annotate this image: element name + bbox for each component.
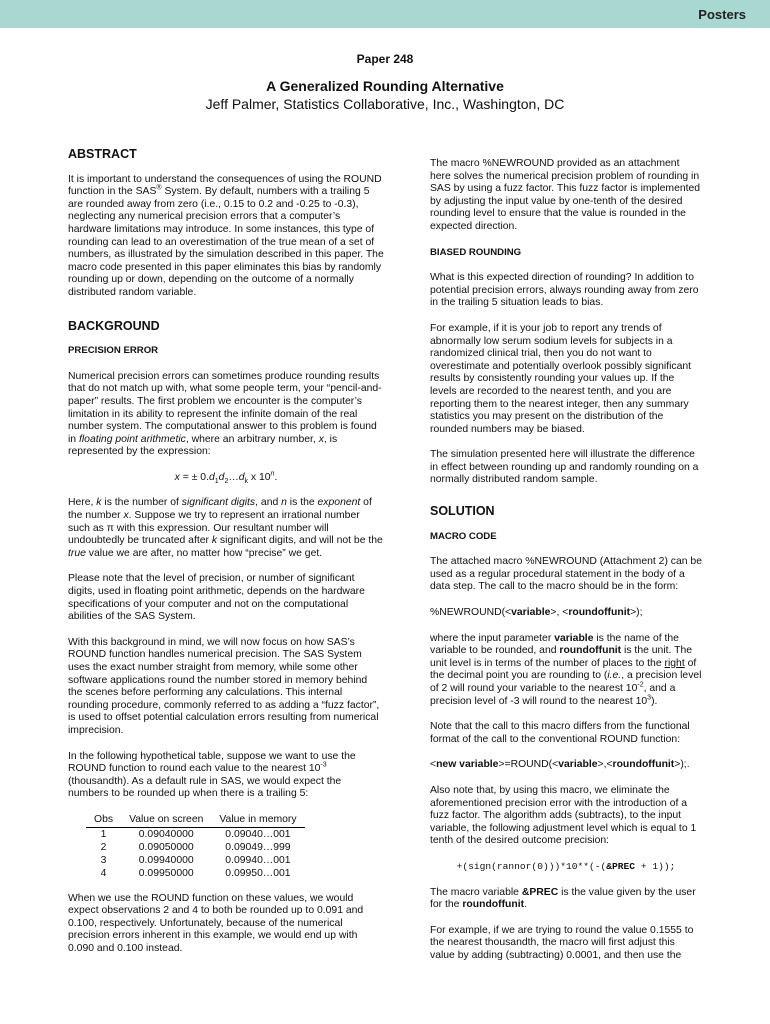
table-cell: 3 (100, 854, 107, 866)
table-cell: 0.09040…001 (225, 828, 291, 840)
solution-paragraph-6: For example, if we are trying to round the value 0.1555 to the nearest thousandth, the macro will first adjust this value by adding (subtracting) 0.0001, and then use the (430, 924, 694, 961)
column-header: Value on screen (121, 814, 211, 827)
table-cell: 0.09040000 (138, 828, 194, 840)
column-header: Obs (86, 814, 121, 827)
background-paragraph-6: When we use the ROUND function on these values, we would expect observations 2 and 4 to both be rounded up to 0.091 and 0.100, respectively. Unfortunately, because of the numerical precision errors inherent in this example, we would end up with 0.090 and 0.100 instead. (68, 892, 364, 954)
floating-point-equation: x = ± $0.d_1d_2\dots d_k$ x 10$^n$. (174, 470, 278, 485)
header-band (0, 0, 770, 28)
solution-heading: SOLUTION (430, 504, 495, 519)
background-paragraph-3: Please note that the level of precision, or number of significant digits, used in floating point arithmetic, depends on the hardware specifications of your computer and not on the computational abilities of the SAS System. (68, 573, 365, 623)
table-cell: 0.09940…001 (225, 854, 291, 866)
biased-paragraph-3: The simulation presented here will illustrate the difference in effect between rounding up and randomly rounding on a normally distributed random sample. (430, 449, 699, 486)
fuzz-factor-code: +(sign(rannor(0)))*10**(-(&PREC + 1)); (456, 860, 676, 872)
table-row (86, 827, 305, 841)
background-paragraph-5: In the following hypothetical table, suppose we want to use the ROUND function to round each value to the nearest $10^{-3}$ (thousandth). As a default rule in SAS, we would expect the numbers to be rounded up when there is a trailing 5: (68, 750, 356, 800)
table-cell: 1 (100, 828, 107, 840)
table-row (86, 867, 305, 880)
table-cell: 0.09940000 (138, 854, 194, 866)
biased-paragraph-1: What is this expected direction of rounding? In addition to potential precision errors, always rounding away from zero in the trailing 5 situation leads to bias. (430, 272, 699, 309)
table-cell: 0.09950…001 (225, 867, 291, 879)
left-column (68, 148, 384, 969)
solution-paragraph-4: Also note that, by using this macro, we eliminate the aforementioned precision error with the introduction of a fuzz factor. The algorithm adds (subtracts), to the input variable, the following adjustment level which is equal to 1 tenth of the desired outcome precision: (430, 784, 697, 847)
paper-number: Paper 248 (356, 52, 414, 66)
precision-table (86, 814, 305, 880)
section-label: Posters (698, 7, 746, 22)
biased-paragraph-2: For example, if it is your job to report any trends of abnormally low serum sodium levels for subjects in a randomized clinical trial, then you do not want to overestimate and potentially overlook possibly significant results by consistently rounding your values up. If the levels are recorded to the nearest tenth, and you are reporting them to the nearest integer, then any summary statistics you may present on the distribution of the rounded numbers may be biased. (430, 322, 692, 435)
table-cell: 0.09049…999 (225, 841, 291, 853)
solution-paragraph-3: Note that the call to this macro differs from the functional format of the call to the conventional ROUND function: (430, 721, 690, 745)
table-cell: 0.09050000 (138, 841, 194, 853)
background-paragraph-1: Numerical precision errors can sometimes produce rounding results that do not match up with, what some people term, your “pencil-and-paper” results. The first problem we encounter is the computer’s limitation in its ability to represent the infinite domain of the real number system. The computational answer to this problem is found in floating point arithmetic, where an arbitrary number, x, is represented by the expression: (68, 370, 382, 458)
column-header: Value in memory (211, 814, 304, 827)
right-column (430, 158, 702, 976)
macro-call-syntax: %NEWROUND(<variable>, <roundoffunit>); (430, 607, 643, 619)
table-header-row (86, 814, 305, 827)
background-paragraph-2: Here, k is the number of significant digits, and n is the exponent of the number x. Suppose we try to represent an irrational number such as π with this expression. Our resultant number will undoubtedly be truncated after k significant digits, and will not be the true value we are after, no matter how “precise” we get. (68, 497, 383, 559)
table-cell: 2 (100, 841, 107, 853)
macro-code-heading: MACRO CODE (430, 530, 497, 542)
background-heading: BACKGROUND (68, 318, 160, 333)
background-paragraph-4: With this background in mind, we will now focus on how SAS’s ROUND function handles numerical precision. The SAS System uses the exact number straight from memory, while some other software applications round the number stored in memory behind the scenes before performing any calculations. This internal rounding procedure, commonly referred to as adding a “fuzz factor”, is used to offset potential calculation errors resulting from numerical imprecision. (68, 636, 380, 736)
abstract-paragraph: It is important to understand the consequences of using the ROUND function in the SAS® System. By default, numbers with a trailing 5 are rounded away from zero (i.e., 0.15 to 0.2 and -0.25 to -0.3), neglecting any numerical precision errors that a computer’s hardware limitations may introduce. In some instances, this type of rounding can lead to an overestimation of the true mean of a set of numbers, as illustrated by the simulation described in this paper. The macro code presented in this paper eliminates this bias by randomly rounding up or down, depending on the outcome of a normally distributed random variable. (68, 173, 384, 298)
paper-title: A Generalized Rounding Alternative (266, 78, 504, 94)
abstract-heading: ABSTRACT (68, 147, 137, 161)
table-row (86, 854, 305, 867)
round-function-syntax: <new variable>=ROUND(<variable>,<roundoffunit>);. (430, 759, 690, 771)
table-cell: 0.09950000 (138, 867, 194, 879)
biased-rounding-heading: BIASED ROUNDING (430, 246, 522, 258)
solution-paragraph-2: where the input parameter variable is the name of the variable to be rounded, and roundoffunit is the unit. The unit level is in terms of the number of places to the right of the decimal point you are rounding to (i.e., a precision level of 2 will round your variable to the nearest $10^{-2}$, and a precision level of -3 will round to the nearest $10^3$). (430, 632, 702, 707)
paper-author: Jeff Palmer, Statistics Collaborative, Inc., Washington, DC (205, 96, 565, 112)
table-row (86, 841, 305, 854)
table-cell: 4 (100, 867, 107, 879)
solution-paragraph-1: The attached macro %NEWROUND (Attachment 2) can be used as a regular procedural statement in the body of a data step. The call to the macro should be in the form: (430, 556, 702, 593)
macro-intro-paragraph: The macro %NEWROUND provided as an attachment here solves the numerical precision problem of rounding in SAS by using a fuzz factor. This fuzz factor is implemented by adjusting the input value by one-tenth of the desired rounding level to ensure that the value is rounded in the expected direction. (430, 158, 701, 232)
solution-paragraph-5: The macro variable &PREC is the value given by the user for the roundoffunit. (430, 886, 696, 911)
precision-error-heading: PRECISION ERROR (68, 345, 159, 357)
